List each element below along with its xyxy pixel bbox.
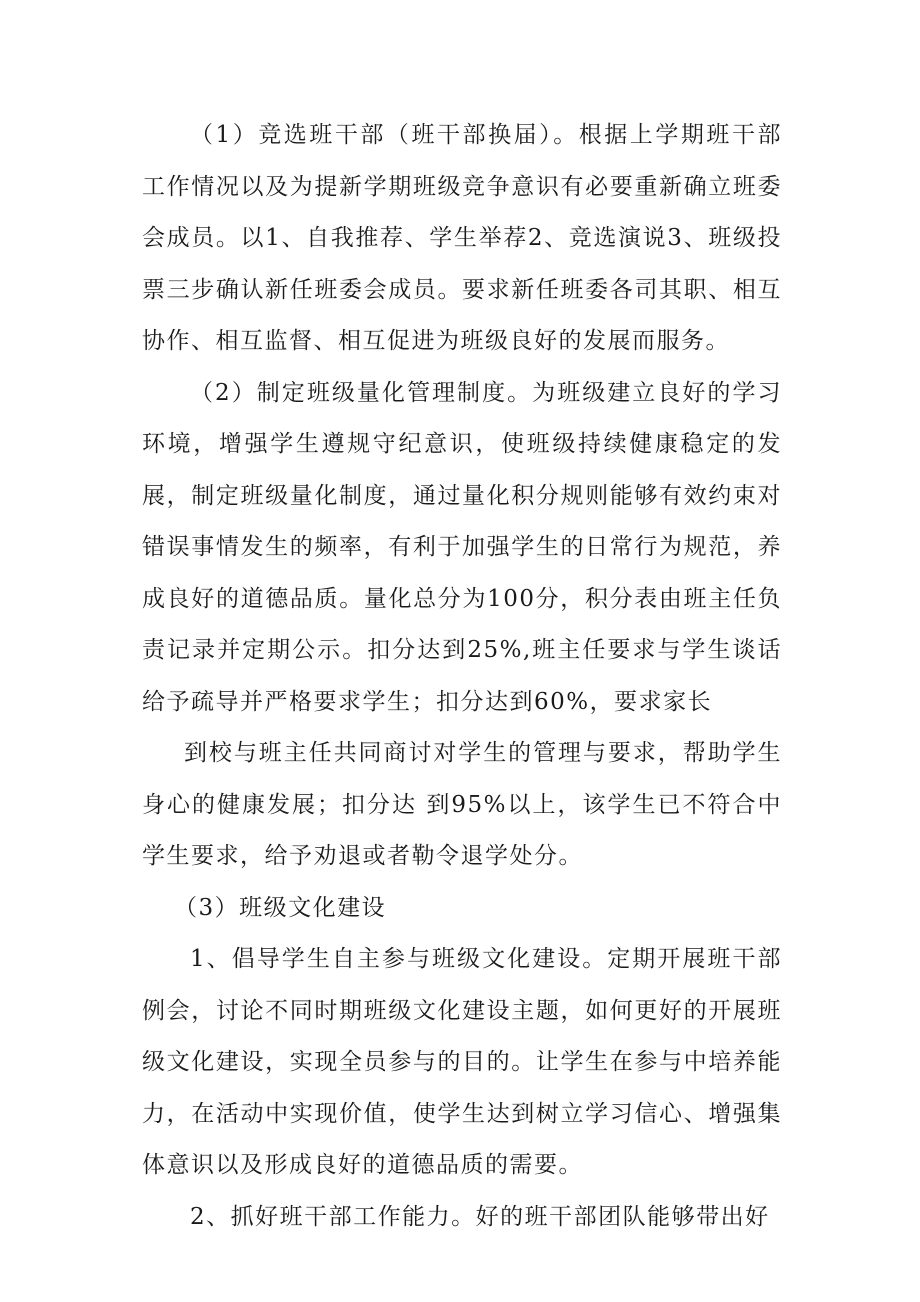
paragraph-quantified-management: （2）制定班级量化管理制度。为班级建立良好的学习环境，增强学生遵规守纪意识，使班级持续健康稳定的发展，制定班级量化制度，通过量化积分规则能够有效约束对错误事情发生的频率，有利于加强学生的日常行为规范，养成良好的道德品质。量化总分为100分，积分表由班主任负责记录并定期公示。扣分达到25%,班主任要求与学生谈话给予疏导并严格要求学生；扣分达到60%，要求家长 [142, 379, 782, 715]
paragraph-cadre-ability: 2、抓好班干部工作能力。好的班干部团队能够带出好 [190, 1203, 770, 1230]
paragraph-student-participation: 1、倡导学生自主参与班级文化建设。定期开展班干部例会，讨论不同时期班级文化建设主题，如何更好的开展班级文化建设，实现全员参与的目的。让学生在参与中培养能力，在活动中实现价值，使学生达到树立学习信心、增强集体意识以及形成良好的道德品质的需要。 [142, 946, 782, 1178]
paragraph-class-committee-election: （1）竞选班干部（班干部换届）。根据上学期班干部工作情况以及为提新学期班级竞争意识有必要重新确立班委会成员。以1、自我推荐、学生举荐2、竞选演说3、班级投票三步确认新任班委会成员。要求新任班委各司其职、相互协作、相互监督、相互促进为班级良好的发展而服务。 [142, 122, 782, 354]
paragraph-parent-meeting: 到校与班主任共同商讨对学生的管理与要求，帮助学生身心的健康发展；扣分达 到95%以上，该学生已不符合中学生要求，给予劝退或者勒令退学处分。 [142, 740, 782, 869]
section-heading-class-culture: （3）班级文化建设 [174, 894, 387, 921]
document-body [142, 110, 782, 1243]
